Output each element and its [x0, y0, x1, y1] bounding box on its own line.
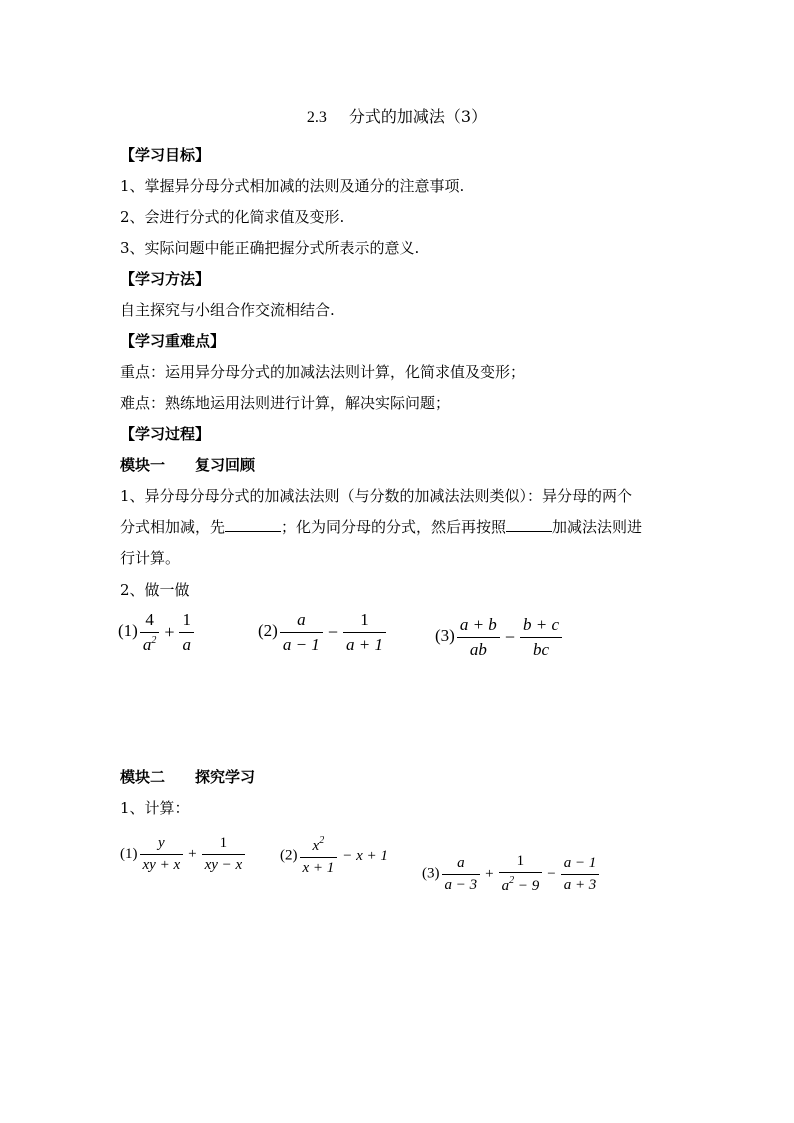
- numerator: y: [157, 835, 165, 851]
- module1-q1-line2: [120, 517, 642, 537]
- numerator: a − 1: [563, 854, 597, 871]
- module1-q1-text-a: 分式相加减，先: [120, 518, 226, 536]
- process-heading: 【学习过程】: [120, 425, 211, 443]
- module1-q1-text-c: 加减法法则进: [552, 518, 643, 536]
- method-heading: 【学习方法】: [120, 270, 211, 288]
- denominator: ab: [457, 637, 500, 660]
- numerator: 1: [516, 853, 525, 869]
- objective-item-1: 1、掌握异分母分式相加减的法则及通分的注意事项.: [120, 177, 465, 195]
- fill-blank-1[interactable]: [225, 517, 281, 532]
- module2-exercise-2: [280, 835, 391, 877]
- exponent: 2: [151, 635, 157, 646]
- numerator: 1: [219, 835, 228, 851]
- operator: −: [504, 627, 515, 647]
- denominator: [499, 872, 543, 895]
- denominator: a − 3: [442, 874, 481, 894]
- module1-exercise-2: [258, 610, 388, 655]
- exercise-label: (3): [435, 626, 455, 646]
- exponent: 2: [509, 875, 515, 886]
- title-text: 分式的加减法（3）: [348, 107, 488, 126]
- difficulty-heading: 【学习重难点】: [120, 332, 226, 350]
- numerator: b + c: [522, 615, 559, 634]
- denominator: xy + x: [140, 854, 184, 874]
- numerator: [300, 835, 338, 857]
- fraction: [520, 615, 562, 660]
- denominator: a: [179, 632, 194, 655]
- module1-q1-line1: 1、异分母分母分式的加减法法则（与分数的加减法法则类似）：异分母的两个: [120, 487, 633, 505]
- expression-tail: − x + 1: [342, 847, 388, 864]
- exercise-label: (3): [422, 865, 440, 882]
- numerator: 1: [182, 610, 191, 629]
- module1-q2: 2、做一做: [120, 581, 190, 599]
- operator: +: [188, 846, 197, 862]
- fraction: [280, 610, 323, 655]
- numerator: 1: [360, 610, 369, 629]
- exercise-label: (1): [118, 621, 138, 641]
- denominator: a − 1: [280, 632, 323, 655]
- denominator-rest: − 9: [514, 878, 540, 894]
- module2-heading: 模块二 探究学习: [120, 768, 256, 786]
- denominator: xy − x: [202, 854, 246, 874]
- numerator: 4: [145, 610, 154, 629]
- exercise-label: (1): [120, 846, 138, 863]
- denominator: bc: [520, 637, 562, 660]
- numerator-base: x: [312, 838, 320, 854]
- title-number: 2.3: [306, 109, 327, 126]
- page-title: [0, 104, 794, 127]
- objectives-heading: 【学习目标】: [120, 146, 211, 164]
- module1-heading: 模块一 复习回顾: [120, 456, 256, 474]
- numerator: a: [457, 854, 465, 871]
- operator: −: [547, 865, 556, 882]
- module1-exercise-3: [435, 615, 564, 660]
- denominator-base: a: [501, 878, 510, 894]
- exercise-label: (2): [280, 847, 298, 864]
- fraction: [343, 610, 386, 655]
- objective-item-3: 3、实际问题中能正确把握分式所表示的意义.: [120, 239, 420, 257]
- module2-exercise-1: [120, 835, 247, 874]
- module2-exercise-3: [422, 853, 601, 895]
- module1-q1-line3: 行计算。: [120, 549, 181, 567]
- fill-blank-2[interactable]: [506, 517, 552, 532]
- module1-exercise-1: [118, 610, 196, 655]
- exercise-label: (2): [258, 621, 278, 641]
- method-text: 自主探究与小组合作交流相结合.: [120, 301, 335, 319]
- fraction: [140, 835, 184, 874]
- exponent: 2: [319, 835, 325, 846]
- denominator: x + 1: [300, 857, 338, 877]
- fraction: [442, 855, 481, 894]
- fraction: [140, 610, 160, 655]
- numerator: a + b: [459, 615, 497, 634]
- denominator-base: a: [142, 635, 152, 654]
- operator: +: [164, 622, 175, 642]
- fraction: [202, 835, 246, 874]
- hard-point: 难点：熟练地运用法则进行计算，解决实际问题；: [120, 394, 451, 412]
- fraction: [300, 835, 338, 877]
- operator: −: [327, 622, 338, 642]
- operator: +: [485, 865, 494, 882]
- denominator: [140, 632, 160, 655]
- module1-q1-text-b: ；化为同分母的分式，然后再按照: [281, 518, 507, 536]
- fraction: [179, 610, 194, 655]
- objective-item-2: 2、会进行分式的化简求值及变形.: [120, 208, 345, 226]
- key-point: 重点：运用异分母分式的加减法法则计算，化简求值及变形；: [120, 363, 526, 381]
- fraction: [457, 615, 500, 660]
- module2-q1: 1、计算：: [120, 799, 190, 817]
- denominator: a + 1: [343, 632, 386, 655]
- fraction: [499, 853, 543, 895]
- fraction: [561, 855, 600, 894]
- numerator: a: [297, 610, 306, 629]
- denominator: a + 3: [561, 874, 600, 894]
